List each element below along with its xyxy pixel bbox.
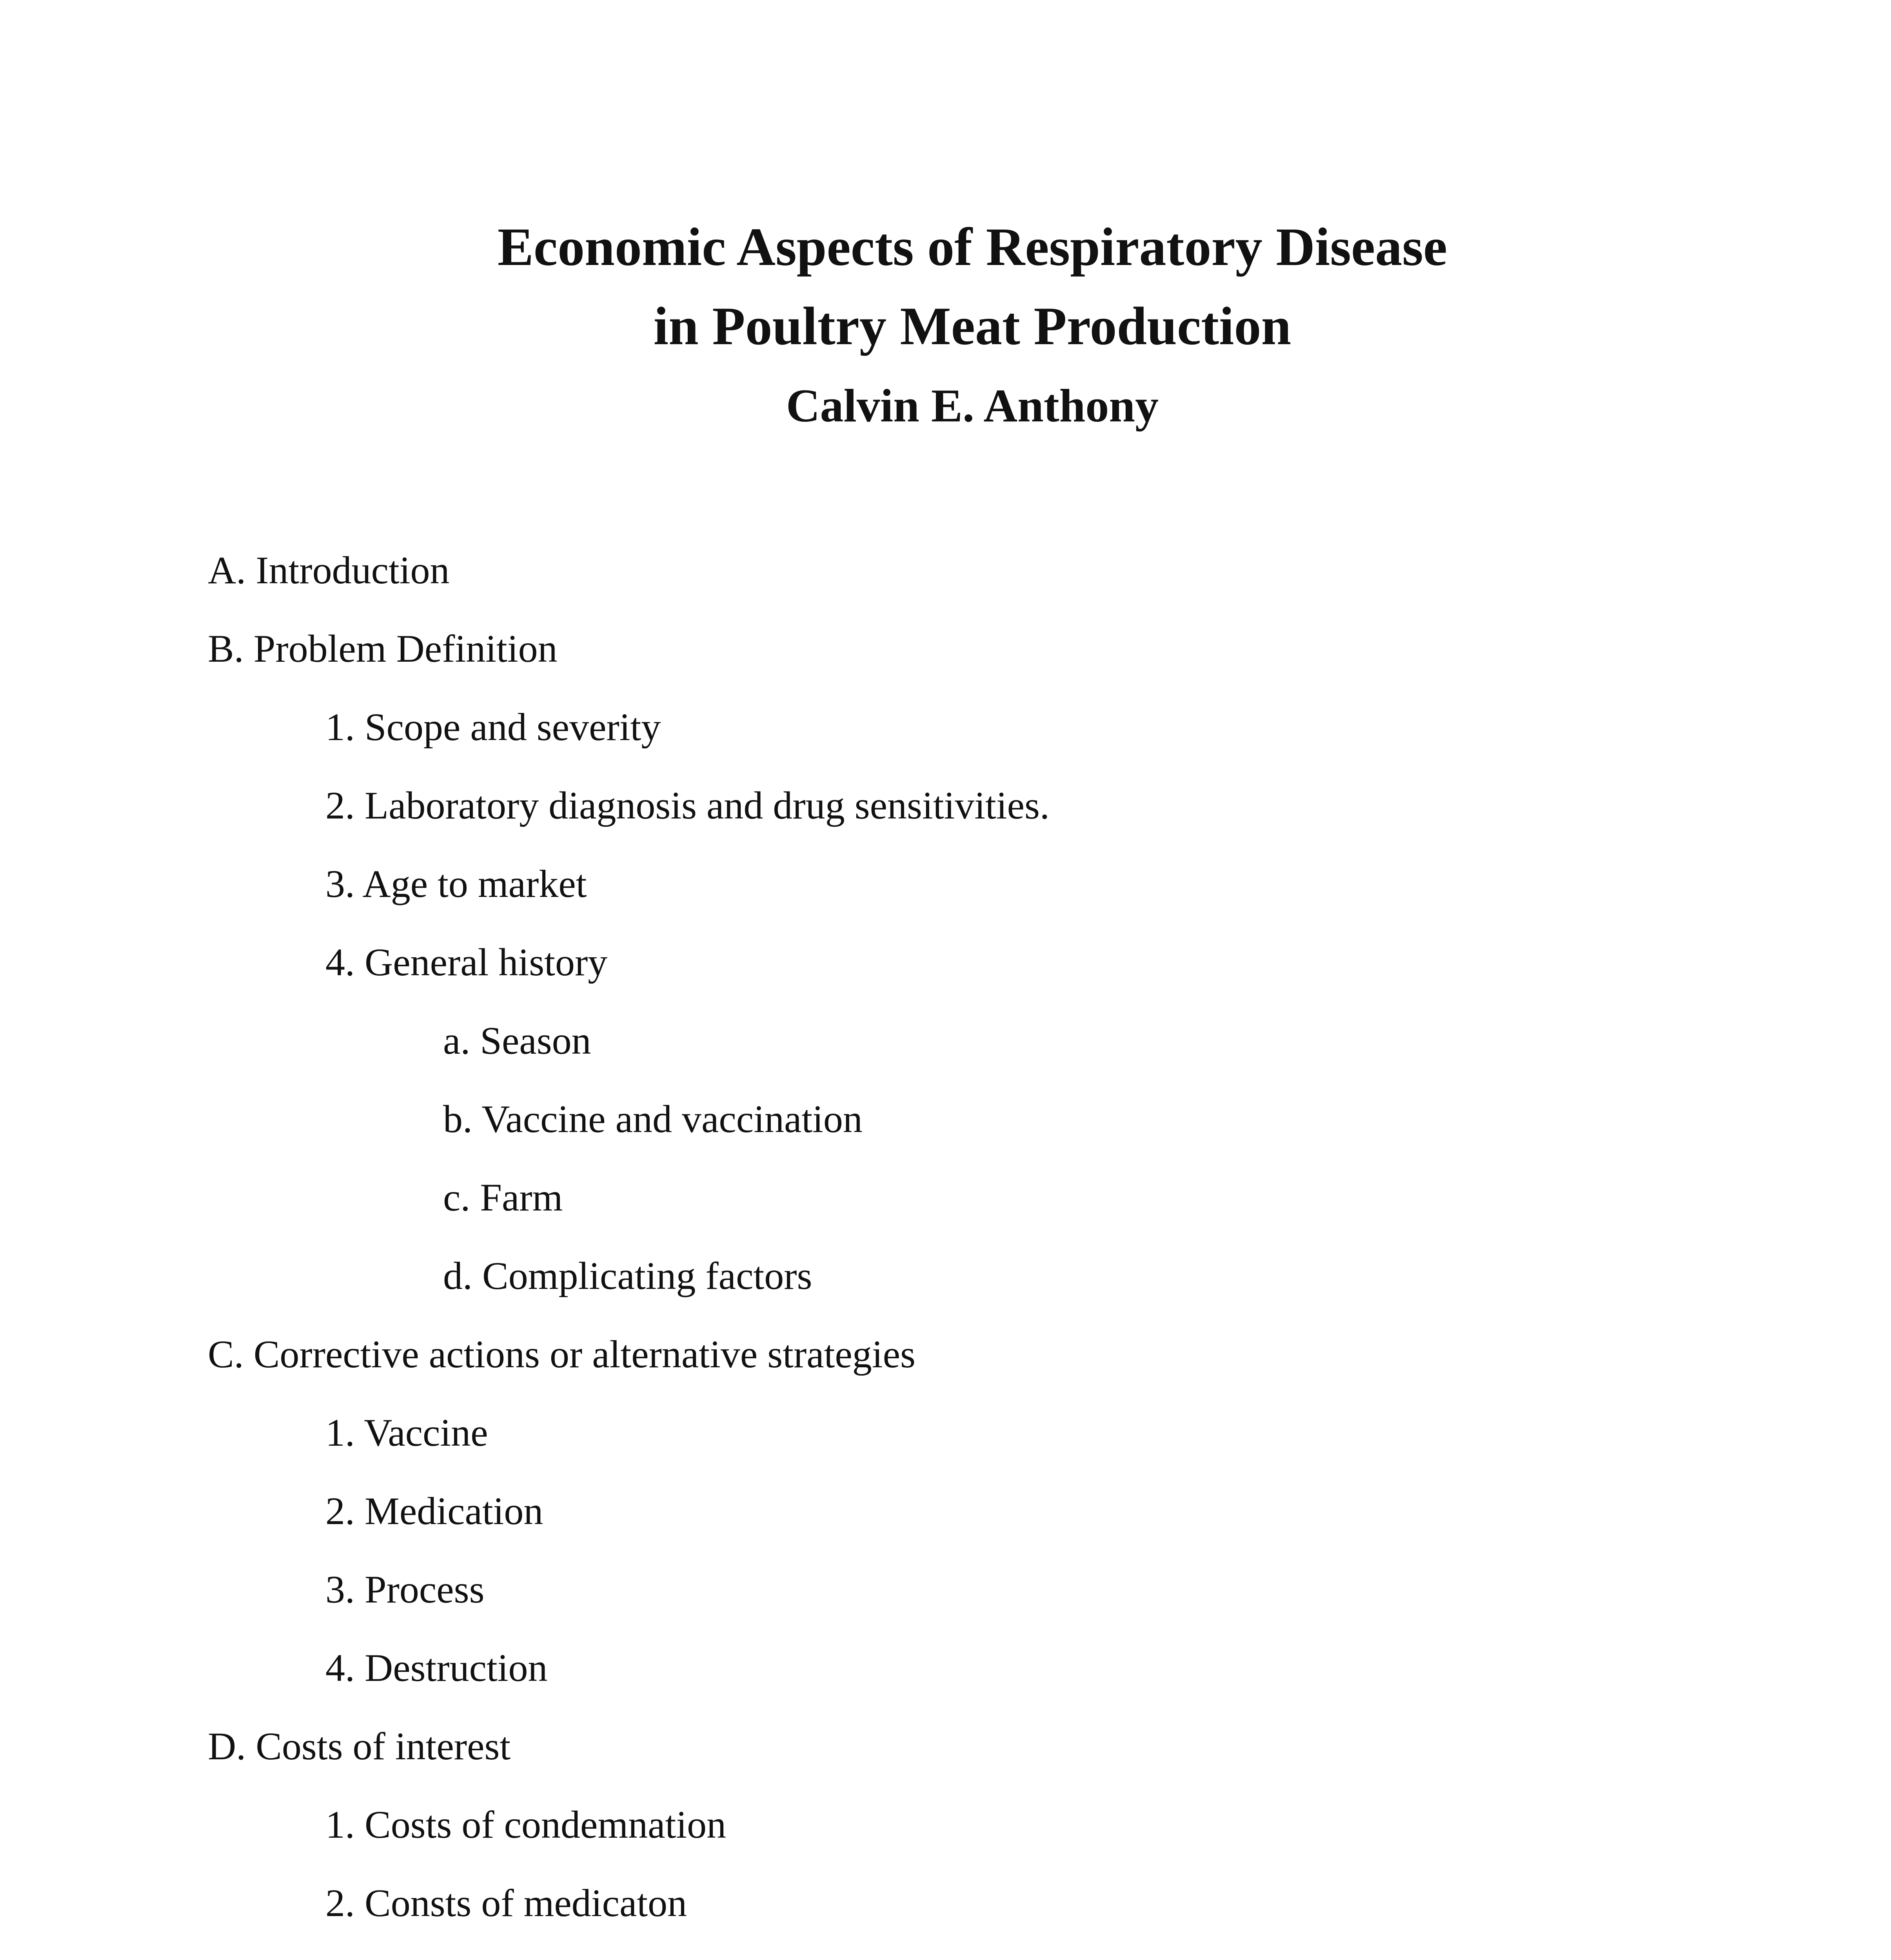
outline-item-impact-on-processing [325,1958,1128,1960]
outline-item-season: a. Season [443,1019,591,1062]
outline-item-scope-and-severity: 1. Scope and severity [325,705,661,749]
outline-item-corrective-actions: C. Corrective actions or alternative strategies [208,1332,916,1376]
author: Calvin E. Anthony [786,379,1159,432]
outline-item-costs-of-condemnation: 1. Costs of condemnation [325,1803,727,1846]
title-line-1: Economic Aspects of Respiratory Disease [497,217,1448,277]
outline-item-vaccine-and-vaccination: b. Vaccine and vaccination [443,1097,863,1141]
outline-item-medication: 2. Medication [325,1489,543,1533]
outline-item-introduction: A. Introduction [208,548,450,592]
title-line-2: in Poultry Meat Production [653,296,1292,356]
outline-item-vaccine: 1. Vaccine [325,1411,488,1454]
outline-item-age-to-market: 3. Age to market [325,862,587,906]
outline-item-general-history: 4. General history [325,940,608,984]
outline-item-costs-of-medication: 2. Consts of medicaton [325,1881,687,1925]
outline-item-laboratory-diagnosis: 2. Laboratory diagnosis and drug sensitivities. [325,784,1050,827]
outline-item-problem-definition: B. Problem Definition [208,627,558,670]
outline-item-farm: c. Farm [443,1176,563,1219]
outline-item-destruction: 4. Destruction [325,1646,548,1690]
outline-item-process: 3. Process [325,1568,485,1611]
outline-item-costs-of-interest: D. Costs of interest [208,1724,511,1768]
outline-item-complicating-factors: d. Complicating factors [443,1254,812,1298]
